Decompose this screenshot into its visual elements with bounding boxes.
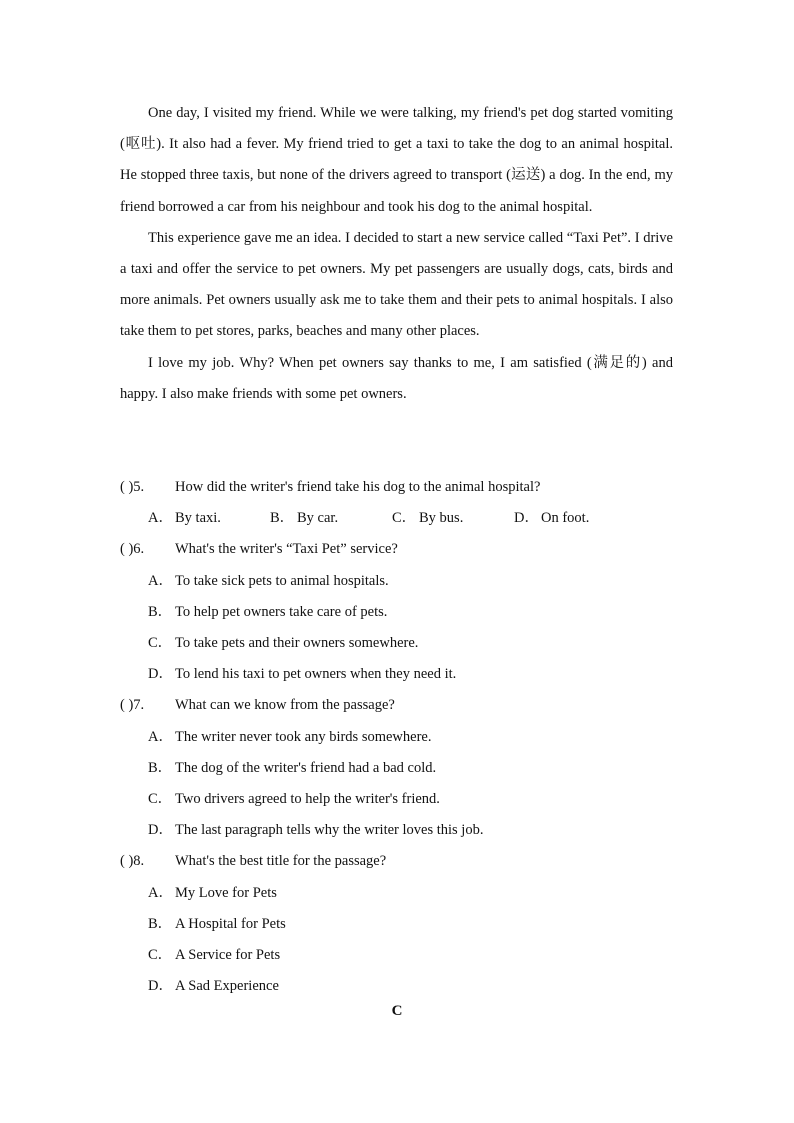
option-b: B． By car. (270, 510, 339, 527)
section-label: C (391, 1003, 403, 1019)
option-a: A． To take sick pets to animal hospitals. (148, 572, 389, 589)
option-b: B． The dog of the writer's friend had a bad cold. (148, 759, 437, 776)
question-text: How did the writer's friend take his dog to the animal hospital? (175, 479, 541, 495)
option-d: D． A Sad Experience (148, 978, 279, 995)
question-7 (120, 690, 680, 721)
option-b: B． A Hospital for Pets (148, 915, 286, 932)
question-number: ( )7. (120, 697, 145, 714)
question-text: What can we know from the passage? (175, 697, 395, 714)
passage-paragraph-1: One day, I visited my friend. While we were talking, my friend's pet dog started vomiting (呕吐). It also had a fever. My friend tried to get a taxi to take the dog to an animal hospital. He stopped three taxis, but none of the drivers agreed to transport (运送) a dog. In the end, my friend borrowed a car from his neighbour and took his dog to the animal hospital. (120, 105, 673, 215)
question-text: What's the writer's “Taxi Pet” service? (175, 541, 398, 558)
question-text: What's the best title for the passage? (175, 853, 387, 870)
question-number: ( )6. (120, 541, 145, 558)
option-c: C． To take pets and their owners somewhere. (148, 635, 419, 652)
passage-paragraph-3: I love my job. Why? When pet owners say thanks to me, I am satisfied (满足的) and happy. I also make friends with some pet owners. (120, 354, 673, 402)
option-d: D． The last paragraph tells why the writer loves this job. (148, 822, 484, 839)
option-d: D． To lend his taxi to pet owners when they need it. (148, 666, 457, 683)
question-list (120, 472, 680, 1002)
option-b: B． To help pet owners take care of pets. (148, 603, 388, 620)
question-number: ( )8. (120, 853, 145, 870)
option-c: C． A Service for Pets (148, 947, 281, 964)
question-6 (120, 534, 680, 565)
question-5 (120, 472, 680, 503)
option-a: A． My Love for Pets (148, 884, 277, 901)
option-c: C． By bus. (392, 510, 464, 527)
passage-paragraph-2: This experience gave me an idea. I decided to start a new service called “Taxi Pet”. I drive a taxi and offer the service to pet owners. My pet passengers are usually dogs, cats, birds and more animals. Pet owners usually ask me to take them and their pets to animal hospitals. I also take them to pet stores, parks, beaches and many other places. (120, 229, 673, 340)
option-a: A． By taxi. (148, 510, 221, 527)
option-c: C． Two drivers agreed to help the writer's friend. (148, 791, 440, 808)
option-a: A． The writer never took any birds somewhere. (148, 728, 432, 745)
option-d: D． On foot. (514, 510, 590, 527)
question-5-options (120, 503, 680, 534)
question-number: ( )5. (120, 479, 145, 495)
question-8 (120, 846, 680, 877)
reading-passage (120, 98, 673, 410)
